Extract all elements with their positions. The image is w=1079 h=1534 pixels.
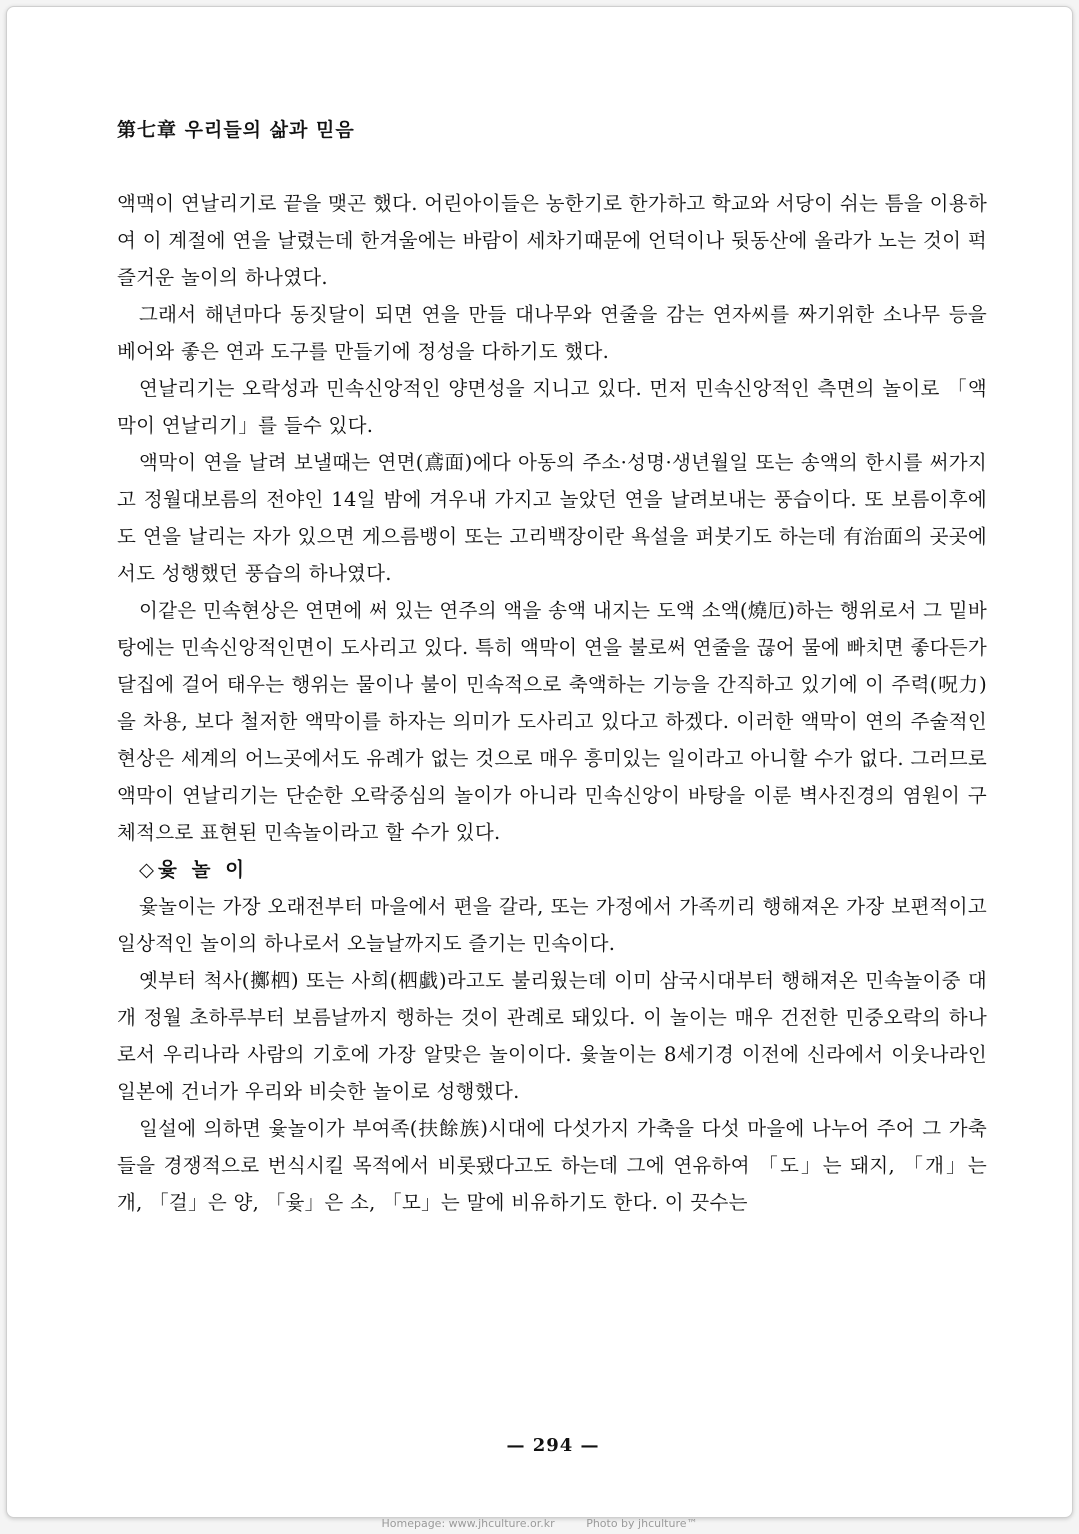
- body-text: [117, 185, 987, 1221]
- paragraph: 액막이 연을 날려 보낼때는 연면(鳶面)에다 아동의 주소·성명·생년월일 또는 송액의 한시를 써가지고 정월대보름의 전야인 14일 밤에 겨우내 가지고 놀았던 연을 날려보내는 풍습이다. 또 보름이후에도 연을 날리는 자가 있으면 게으름뱅이 또는 고리백장이란 욕설을 퍼붓기도 하는데 有治面의 곳곳에서도 성행했던 풍습의 하나였다.: [117, 451, 987, 585]
- section-heading: ◇윷 놀 이: [139, 858, 249, 881]
- paragraph: 액맥이 연날리기로 끝을 맺곤 했다. 어린아이들은 농한기로 한가하고 학교와 서당이 쉬는 틈을 이용하여 이 계절에 연을 날렸는데 한겨울에는 바람이 세차기때문에 언덕이나 뒷동산에 올라가 노는 것이 퍽 즐거운 놀이의 하나였다.: [117, 192, 987, 289]
- paragraph: 그래서 해년마다 동짓달이 되면 연을 만들 대나무와 연줄을 감는 연자씨를 짜기위한 소나무 등을 베어와 좋은 연과 도구를 만들기에 정성을 다하기도 했다.: [117, 303, 987, 363]
- paragraph: 윷놀이는 가장 오래전부터 마을에서 편을 갈라, 또는 가정에서 가족끼리 행해져온 가장 보편적이고 일상적인 놀이의 하나로서 오늘날까지도 즐기는 민속이다.: [117, 895, 987, 955]
- document-page: [117, 7, 989, 1517]
- paragraph: 일설에 의하면 윷놀이가 부여족(扶餘族)시대에 다섯가지 가축을 다섯 마을에 나누어 주어 그 가축들을 경쟁적으로 번식시킬 목적에서 비롯됐다고도 하는데 그에 연유하여 「도」는 돼지, 「개」는 개, 「걸」은 양, 「윷」은 소, 「모」는 말에 비유하기도 한다. 이 끗수는: [117, 1117, 987, 1214]
- page-number: — 294 —: [506, 1435, 600, 1456]
- paragraph: 옛부터 척사(擲柶) 또는 사희(柶戱)라고도 불리웠는데 이미 삼국시대부터 행해져온 민속놀이중 대개 정월 초하루부터 보름날까지 행하는 것이 관례로 돼있다. 이 놀이는 매우 건전한 민중오락의 하나로서 우리나라 사람의 기호에 가장 알맞은 놀이이다. 윷놀이는 8세기경 이전에 신라에서 이웃나라인 일본에 건너가 우리와 비슷한 놀이로 성행했다.: [117, 969, 987, 1103]
- paragraph: 이같은 민속현상은 연면에 써 있는 연주의 액을 송액 내지는 도액 소액(燒厄)하는 행위로서 그 밑바탕에는 민속신앙적인면이 도사리고 있다. 특히 액막이 연을 불로써 연줄을 끊어 물에 빠치면 좋다든가 달집에 걸어 태우는 행위는 물이나 불이 민속적으로 축액하는 기능을 간직하고 있기에 이 주력(呪力)을 차용, 보다 철저한 액막이를 하자는 의미가 도사리고 있다고 하겠다. 이러한 액막이 연의 주술적인 현상은 세계의 어느곳에서도 유례가 없는 것으로 매우 흥미있는 일이라고 아니할 수가 없다. 그러므로 액막이 연날리기는 단순한 오락중심의 놀이가 아니라 민속신앙이 바탕을 이룬 벽사진경의 염원이 구체적으로 표현된 민속놀이라고 할 수가 있다.: [117, 599, 987, 844]
- paragraph: 연날리기는 오락성과 민속신앙적인 양면성을 지니고 있다. 먼저 민속신앙적인 측면의 놀이로 「액막이 연날리기」를 들수 있다.: [117, 377, 987, 437]
- footer: [0, 1517, 1079, 1533]
- page-frame: [6, 6, 1073, 1518]
- chapter-title: 第七章 우리들의 삶과 믿음: [117, 119, 355, 141]
- footer-photo-credit: Photo by jhculture™: [586, 1517, 698, 1530]
- footer-homepage: Homepage: www.jhculture.or.kr: [381, 1517, 555, 1530]
